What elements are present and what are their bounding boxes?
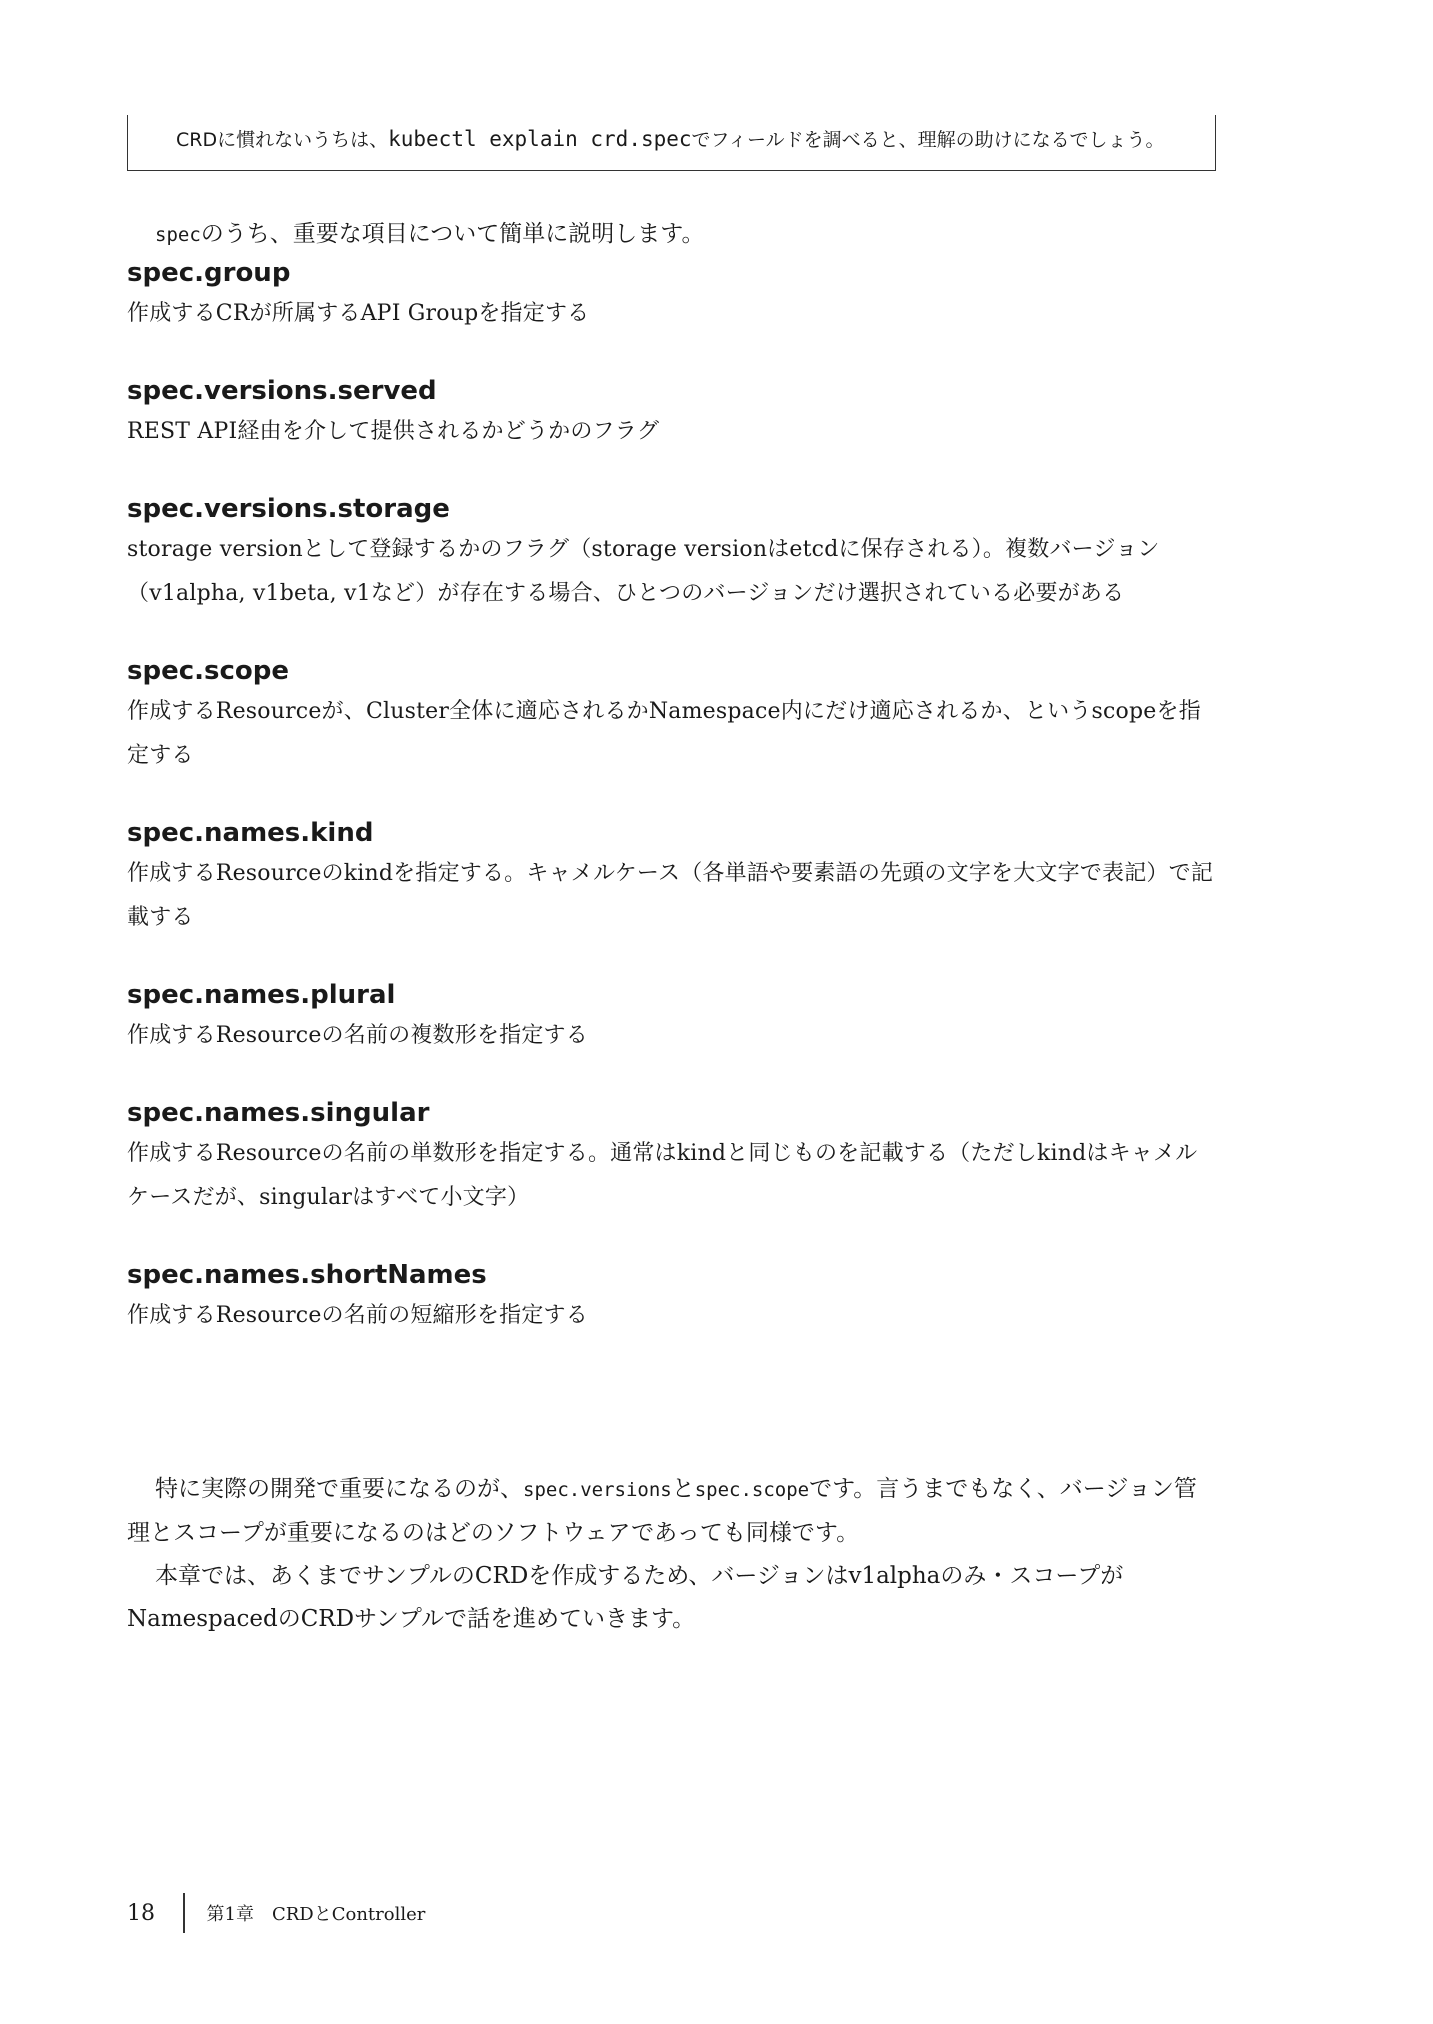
closing-text xyxy=(127,1468,1217,1641)
closing-paragraph-2: 本章では、あくまでサンプルのCRDを作成するため、バージョンはv1alphaのみ・スコープがNamespacedのCRDサンプルで話を進めていきます。 xyxy=(127,1563,1124,1632)
section-spec-names-plural xyxy=(127,978,1217,1058)
section-body: 作成するResourceの名前の単数形を指定する。通常はkindと同じものを記載する（ただしkindはキャメルケースだが、singularはすべて小文字） xyxy=(127,1141,1198,1210)
section-spec-names-shortnames xyxy=(127,1258,1217,1338)
tip-box xyxy=(127,115,1216,171)
section-spec-versions-storage xyxy=(127,492,1217,616)
section-heading: spec.names.kind xyxy=(127,818,374,848)
spec-field-list xyxy=(127,256,1217,1376)
section-body: 作成するResourceが、Cluster全体に適応されるかNamespace内にだけ適応されるか、というscopeを指定する xyxy=(127,699,1201,768)
chapter-title: 第1章 CRDとController xyxy=(206,1904,426,1925)
section-heading: spec.names.singular xyxy=(127,1098,430,1128)
intro-text: のうち、重要な項目について簡単に説明します。 xyxy=(200,221,705,247)
footer-divider xyxy=(183,1893,185,1933)
section-body: 作成するResourceのkindを指定する。キャメルケース（各単語や要素語の先頭の文字を大文字で表記）で記載する xyxy=(127,861,1214,930)
section-heading: spec.names.plural xyxy=(127,980,396,1010)
code-spec-versions: spec.versions xyxy=(523,1479,672,1501)
tip-prefix: CRDに慣れないうちは、 xyxy=(176,129,389,151)
section-spec-versions-served xyxy=(127,374,1217,454)
tip-command: kubectl explain crd.spec xyxy=(388,127,692,151)
code-spec-scope: spec.scope xyxy=(694,1479,810,1501)
section-heading: spec.group xyxy=(127,258,291,288)
section-spec-group xyxy=(127,256,1217,336)
section-heading: spec.scope xyxy=(127,656,290,686)
page-footer xyxy=(127,1893,425,1933)
closing-paragraph-1: 特に実際の開発で重要になるのが、spec.versionsとspec.scopeです。言うまでもなく、バージョン管理とスコープが重要になるのはどのソフトウェアであっても同様です。 xyxy=(127,1476,1197,1546)
tip-suffix: でフィールドを調べると、理解の助けになるでしょう。 xyxy=(691,129,1165,151)
tip-text xyxy=(176,125,1164,152)
intro-paragraph xyxy=(155,215,704,248)
section-body: 作成するCRが所属するAPI Groupを指定する xyxy=(127,301,590,326)
section-heading: spec.names.shortNames xyxy=(127,1260,487,1290)
section-body: storage versionとして登録するかのフラグ（storage versionはetcdに保存される）。複数バージョン（v1alpha, v1beta, v1など）が存在する場合、ひとつのバージョンだけ選択されている必要がある xyxy=(127,537,1160,606)
section-spec-scope xyxy=(127,654,1217,778)
section-body: 作成するResourceの名前の短縮形を指定する xyxy=(127,1303,588,1328)
section-spec-names-singular xyxy=(127,1096,1217,1220)
section-spec-names-kind xyxy=(127,816,1217,940)
section-heading: spec.versions.served xyxy=(127,376,437,406)
section-body: REST API経由を介して提供されるかどうかのフラグ xyxy=(127,419,660,444)
section-body: 作成するResourceの名前の複数形を指定する xyxy=(127,1023,588,1048)
page-number: 18 xyxy=(127,1900,155,1926)
intro-code: spec xyxy=(155,224,201,246)
section-heading: spec.versions.storage xyxy=(127,494,450,524)
